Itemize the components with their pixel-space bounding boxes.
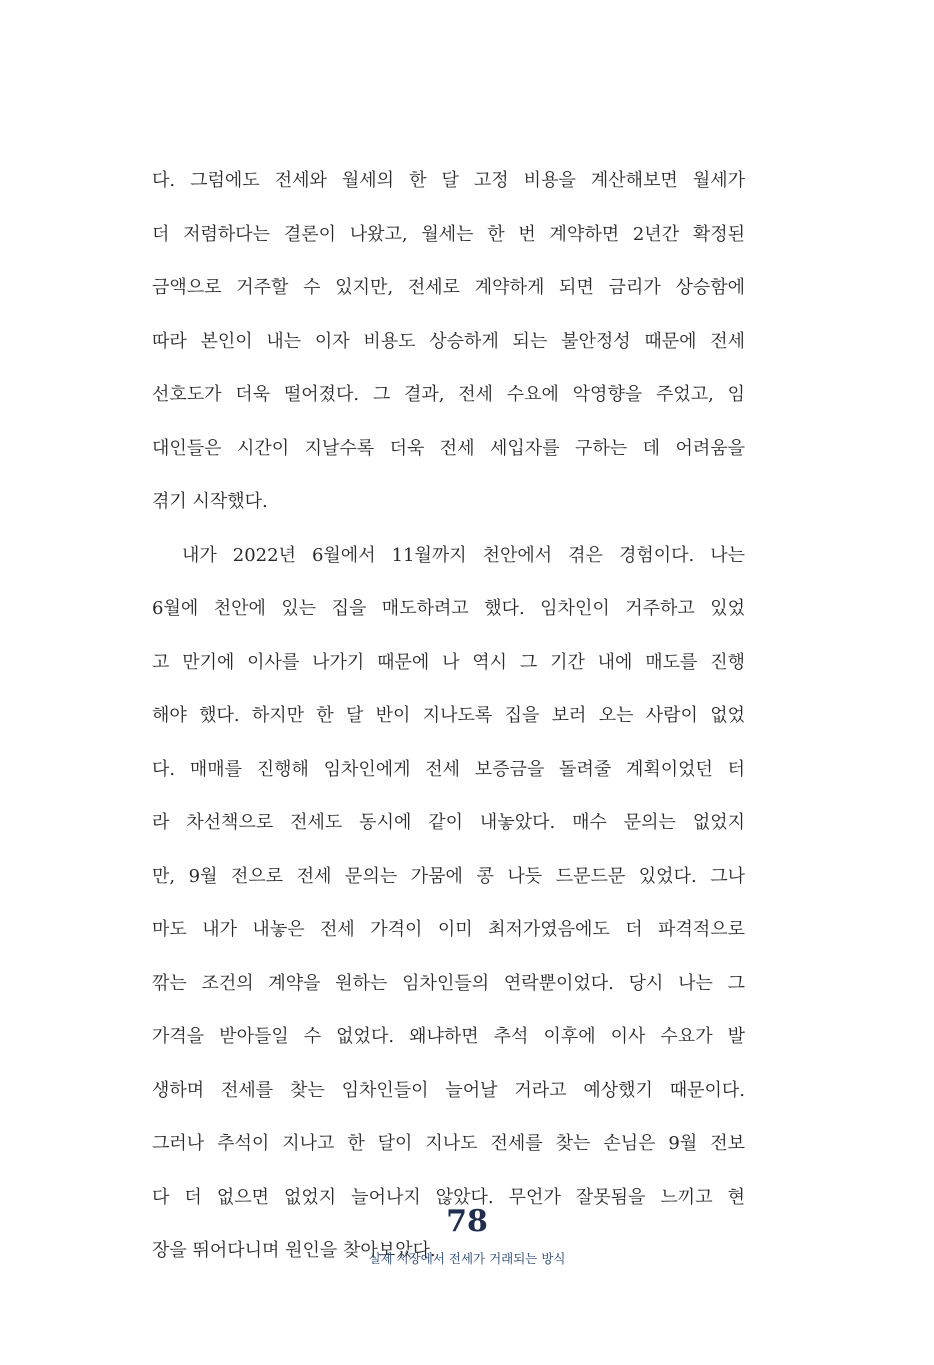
page-number: 78 bbox=[446, 1204, 488, 1239]
text-line: 고 만기에 이사를 나가기 때문에 나 역시 그 기간 내에 매도를 진행 bbox=[152, 651, 745, 673]
text-line: 다 더 없으면 없었지 늘어나지 않았다. 무언가 잘못됨을 느끼고 현 bbox=[152, 1186, 745, 1208]
running-footer-chapter-title: 실제 시장에서 전세가 거래되는 방식 bbox=[368, 1251, 566, 1266]
text-line: 다. 매매를 진행해 임차인에게 전세 보증금을 돌려줄 계획이었던 터 bbox=[152, 758, 745, 780]
text-line: 다. 그럼에도 전세와 월세의 한 달 고정 비용을 계산해보면 월세가 bbox=[152, 170, 745, 191]
text-line: 깎는 조건의 계약을 원하는 임차인들의 연락뿐이었다. 당시 나는 그 bbox=[152, 972, 745, 994]
text-line: 가격을 받아들일 수 없었다. 왜냐하면 추석 이후에 이사 수요가 발 bbox=[152, 1026, 745, 1047]
text-line: 마도 내가 내놓은 전세 가격이 이미 최저가였음에도 더 파격적으로 bbox=[152, 919, 745, 940]
text-line: 따라 본인이 내는 이자 비용도 상승하게 되는 불안정성 때문에 전세 bbox=[152, 330, 745, 352]
text-line: 금액으로 거주할 수 있지만, 전세로 계약하게 되면 금리가 상승함에 bbox=[152, 277, 745, 298]
text-line: 대인들은 시간이 지날수록 더욱 전세 세입자를 구하는 데 어려움을 bbox=[152, 437, 745, 459]
paragraph-1 bbox=[152, 154, 745, 529]
text-line: 그러나 추석이 지나고 한 달이 지나도 전세를 찾는 손님은 9월 전보 bbox=[152, 1133, 745, 1154]
text-line: 라 차선책으로 전세도 동시에 같이 내놓았다. 매수 문의는 없었지 bbox=[152, 812, 745, 833]
text-line: 겪기 시작했다. bbox=[152, 491, 268, 512]
body-text bbox=[152, 154, 745, 1278]
text-line: 선호도가 더욱 떨어졌다. 그 결과, 전세 수요에 악영향을 주었고, 임 bbox=[152, 384, 745, 405]
text-line: 내가 2022년 6월에서 11월까지 천안에서 겪은 경험이다. 나는 bbox=[182, 544, 745, 566]
paragraph-2 bbox=[152, 529, 745, 1278]
text-line: 만, 9월 전으로 전세 문의는 가뭄에 콩 나듯 드문드문 있었다. 그나 bbox=[152, 865, 745, 887]
text-line: 더 저렴하다는 결론이 나왔고, 월세는 한 번 계약하면 2년간 확정된 bbox=[152, 223, 745, 245]
text-line: 장을 뛰어다니며 원인을 찾아보았다. bbox=[152, 1240, 436, 1261]
text-line: 해야 했다. 하지만 한 달 반이 지나도록 집을 보러 오는 사람이 없었 bbox=[152, 705, 745, 726]
text-line: 생하며 전세를 찾는 임차인들이 늘어날 거라고 예상했기 때문이다. bbox=[152, 1079, 745, 1101]
text-line: 6월에 천안에 있는 집을 매도하려고 했다. 임차인이 거주하고 있었 bbox=[152, 598, 745, 619]
